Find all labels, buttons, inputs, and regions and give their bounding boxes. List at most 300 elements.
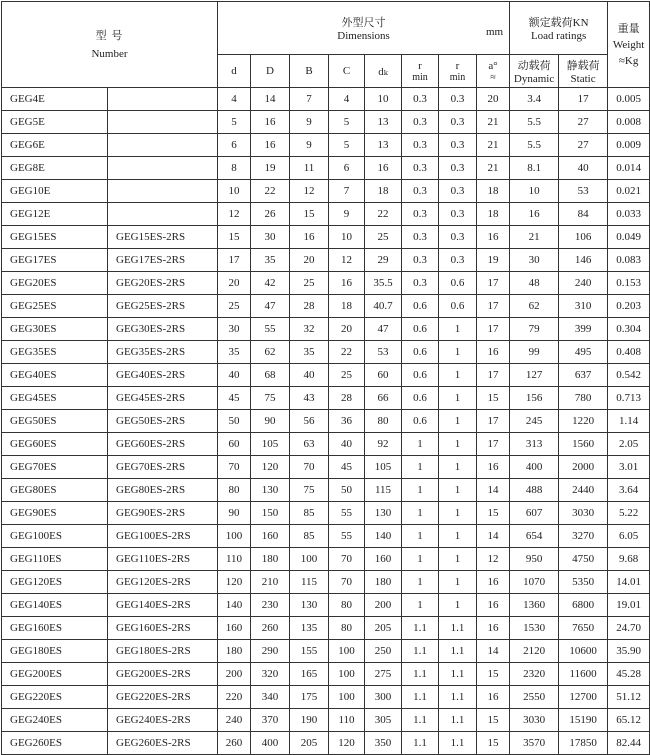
cell-dk: 200 [365, 594, 402, 617]
col-dk: dₖ [365, 55, 402, 88]
cell-dynamic: 3.4 [510, 88, 559, 111]
table-header [2, 2, 650, 88]
cell-number-sealed: GEG110ES-2RS [108, 548, 218, 571]
cell-r1: 0.6 [402, 295, 439, 318]
cell-dk: 25 [365, 226, 402, 249]
cell-static: 240 [559, 272, 608, 295]
col-static [559, 55, 608, 88]
cell-a: 15 [477, 709, 510, 732]
cell-r1: 0.6 [402, 364, 439, 387]
cell-C: 12 [329, 249, 365, 272]
cell-weight: 82.44 [608, 732, 650, 755]
cell-D: 62 [251, 341, 290, 364]
cell-static: 84 [559, 203, 608, 226]
cell-C: 100 [329, 686, 365, 709]
cell-dynamic: 1070 [510, 571, 559, 594]
cell-B: 9 [290, 111, 329, 134]
cell-B: 28 [290, 295, 329, 318]
cell-d: 90 [218, 502, 251, 525]
cell-D: 290 [251, 640, 290, 663]
cell-number-open: GEG50ES [2, 410, 108, 433]
cell-dk: 66 [365, 387, 402, 410]
cell-B: 25 [290, 272, 329, 295]
cell-B: 130 [290, 594, 329, 617]
cell-dk: 300 [365, 686, 402, 709]
cell-number-sealed: GEG15ES-2RS [108, 226, 218, 249]
cell-dk: 22 [365, 203, 402, 226]
cell-weight: 1.14 [608, 410, 650, 433]
cell-number-sealed: GEG40ES-2RS [108, 364, 218, 387]
header-number-cn: 型 号 [95, 29, 124, 42]
cell-weight: 0.304 [608, 318, 650, 341]
cell-B: 15 [290, 203, 329, 226]
cell-number-open: GEG220ES [2, 686, 108, 709]
table-row [2, 571, 650, 594]
table-row [2, 111, 650, 134]
cell-B: 35 [290, 341, 329, 364]
cell-weight: 0.408 [608, 341, 650, 364]
table-row [2, 479, 650, 502]
cell-number-open: GEG200ES [2, 663, 108, 686]
cell-number-sealed [108, 111, 218, 134]
col-static-en: Static [570, 73, 596, 85]
cell-dk: 92 [365, 433, 402, 456]
cell-number-sealed: GEG60ES-2RS [108, 433, 218, 456]
cell-number-open: GEG160ES [2, 617, 108, 640]
cell-r1: 1.1 [402, 709, 439, 732]
cell-weight: 5.22 [608, 502, 650, 525]
cell-number-sealed [108, 157, 218, 180]
cell-D: 14 [251, 88, 290, 111]
col-a-label: a° [488, 59, 498, 72]
cell-d: 100 [218, 525, 251, 548]
cell-weight: 51.12 [608, 686, 650, 709]
cell-d: 70 [218, 456, 251, 479]
cell-weight: 14.01 [608, 571, 650, 594]
cell-weight: 0.713 [608, 387, 650, 410]
cell-number-open: GEG80ES [2, 479, 108, 502]
table-row [2, 502, 650, 525]
header-weight [608, 2, 650, 88]
cell-number-sealed: GEG100ES-2RS [108, 525, 218, 548]
cell-number-sealed: GEG30ES-2RS [108, 318, 218, 341]
cell-B: 63 [290, 433, 329, 456]
cell-d: 220 [218, 686, 251, 709]
col-r2-label: r [455, 59, 460, 72]
cell-dynamic: 127 [510, 364, 559, 387]
cell-D: 47 [251, 295, 290, 318]
cell-B: 16 [290, 226, 329, 249]
cell-r1: 0.6 [402, 387, 439, 410]
cell-B: 40 [290, 364, 329, 387]
cell-B: 70 [290, 456, 329, 479]
cell-r2: 1 [439, 502, 477, 525]
table-row [2, 226, 650, 249]
table-row [2, 663, 650, 686]
cell-C: 80 [329, 594, 365, 617]
cell-B: 75 [290, 479, 329, 502]
cell-d: 17 [218, 249, 251, 272]
cell-dk: 160 [365, 548, 402, 571]
cell-a: 16 [477, 341, 510, 364]
cell-number-sealed: GEG50ES-2RS [108, 410, 218, 433]
header-number-en: Number [91, 47, 128, 60]
col-D: D [251, 55, 290, 88]
cell-r1: 1 [402, 594, 439, 617]
table-row [2, 433, 650, 456]
cell-number-open: GEG240ES [2, 709, 108, 732]
col-a-sub: ≈ [490, 71, 496, 83]
cell-static: 1220 [559, 410, 608, 433]
table-row [2, 88, 650, 111]
cell-static: 17850 [559, 732, 608, 755]
cell-r2: 0.6 [439, 295, 477, 318]
cell-a: 16 [477, 571, 510, 594]
cell-a: 18 [477, 203, 510, 226]
cell-a: 15 [477, 732, 510, 755]
header-rated-en: Load ratings [530, 30, 587, 42]
cell-d: 4 [218, 88, 251, 111]
cell-a: 20 [477, 88, 510, 111]
cell-r1: 1.1 [402, 686, 439, 709]
cell-static: 53 [559, 180, 608, 203]
table-row [2, 341, 650, 364]
cell-r1: 0.6 [402, 341, 439, 364]
cell-number-sealed: GEG260ES-2RS [108, 732, 218, 755]
cell-a: 16 [477, 594, 510, 617]
cell-D: 180 [251, 548, 290, 571]
cell-C: 80 [329, 617, 365, 640]
cell-number-open: GEG120ES [2, 571, 108, 594]
cell-dk: 13 [365, 134, 402, 157]
cell-a: 14 [477, 479, 510, 502]
cell-number-sealed: GEG140ES-2RS [108, 594, 218, 617]
cell-dk: 47 [365, 318, 402, 341]
cell-a: 17 [477, 318, 510, 341]
cell-dk: 60 [365, 364, 402, 387]
cell-d: 8 [218, 157, 251, 180]
cell-B: 135 [290, 617, 329, 640]
cell-dynamic: 1530 [510, 617, 559, 640]
cell-r1: 0.3 [402, 157, 439, 180]
cell-dynamic: 16 [510, 203, 559, 226]
cell-dynamic: 21 [510, 226, 559, 249]
cell-dk: 180 [365, 571, 402, 594]
col-r1-sub: min [412, 71, 428, 83]
cell-number-open: GEG45ES [2, 387, 108, 410]
cell-r1: 1 [402, 502, 439, 525]
header-weight-cn: 重量 [617, 22, 640, 35]
cell-C: 100 [329, 640, 365, 663]
cell-number-sealed: GEG35ES-2RS [108, 341, 218, 364]
cell-number-open: GEG4E [2, 88, 108, 111]
header-dim-en: Dimensions [337, 30, 390, 42]
cell-B: 20 [290, 249, 329, 272]
cell-r1: 1.1 [402, 640, 439, 663]
cell-static: 15190 [559, 709, 608, 732]
cell-weight: 2.05 [608, 433, 650, 456]
cell-D: 16 [251, 134, 290, 157]
cell-r2: 1.1 [439, 640, 477, 663]
cell-r2: 0.3 [439, 111, 477, 134]
cell-number-sealed [108, 180, 218, 203]
cell-B: 205 [290, 732, 329, 755]
cell-number-sealed: GEG180ES-2RS [108, 640, 218, 663]
cell-weight: 45.28 [608, 663, 650, 686]
cell-weight: 0.153 [608, 272, 650, 295]
cell-a: 19 [477, 249, 510, 272]
cell-dk: 35.5 [365, 272, 402, 295]
cell-dynamic: 2550 [510, 686, 559, 709]
cell-static: 2000 [559, 456, 608, 479]
cell-a: 17 [477, 364, 510, 387]
cell-B: 165 [290, 663, 329, 686]
cell-d: 5 [218, 111, 251, 134]
cell-r2: 1.1 [439, 617, 477, 640]
cell-dynamic: 1360 [510, 594, 559, 617]
cell-number-sealed: GEG120ES-2RS [108, 571, 218, 594]
cell-weight: 0.049 [608, 226, 650, 249]
header-weight-en: Weight [612, 38, 645, 51]
cell-D: 35 [251, 249, 290, 272]
header-dim-cn: 外型尺寸 [341, 17, 386, 29]
cell-B: 11 [290, 157, 329, 180]
cell-weight: 3.64 [608, 479, 650, 502]
table-row [2, 272, 650, 295]
cell-dk: 29 [365, 249, 402, 272]
table-row [2, 617, 650, 640]
cell-dynamic: 3570 [510, 732, 559, 755]
cell-D: 150 [251, 502, 290, 525]
cell-a: 16 [477, 226, 510, 249]
cell-d: 60 [218, 433, 251, 456]
cell-B: 32 [290, 318, 329, 341]
cell-r1: 0.3 [402, 180, 439, 203]
cell-dynamic: 313 [510, 433, 559, 456]
cell-r1: 0.3 [402, 226, 439, 249]
cell-C: 55 [329, 525, 365, 548]
cell-r2: 1.1 [439, 663, 477, 686]
cell-C: 16 [329, 272, 365, 295]
cell-dk: 40.7 [365, 295, 402, 318]
cell-r1: 0.3 [402, 111, 439, 134]
col-dynamic [510, 55, 559, 88]
cell-static: 780 [559, 387, 608, 410]
cell-r1: 1 [402, 433, 439, 456]
cell-d: 20 [218, 272, 251, 295]
table-row [2, 548, 650, 571]
cell-dynamic: 99 [510, 341, 559, 364]
cell-C: 110 [329, 709, 365, 732]
cell-r2: 1 [439, 525, 477, 548]
cell-dynamic: 5.5 [510, 111, 559, 134]
cell-dk: 305 [365, 709, 402, 732]
cell-dk: 350 [365, 732, 402, 755]
table-row [2, 686, 650, 709]
cell-D: 42 [251, 272, 290, 295]
cell-number-sealed: GEG20ES-2RS [108, 272, 218, 295]
cell-r1: 1.1 [402, 663, 439, 686]
cell-d: 40 [218, 364, 251, 387]
cell-r2: 0.3 [439, 134, 477, 157]
col-dynamic-en: Dynamic [513, 73, 555, 85]
cell-static: 12700 [559, 686, 608, 709]
cell-D: 68 [251, 364, 290, 387]
cell-C: 45 [329, 456, 365, 479]
cell-a: 21 [477, 134, 510, 157]
cell-static: 27 [559, 134, 608, 157]
cell-C: 120 [329, 732, 365, 755]
cell-C: 10 [329, 226, 365, 249]
cell-a: 15 [477, 387, 510, 410]
cell-r1: 1 [402, 548, 439, 571]
cell-D: 260 [251, 617, 290, 640]
cell-dk: 115 [365, 479, 402, 502]
table-row [2, 640, 650, 663]
cell-a: 14 [477, 640, 510, 663]
cell-r2: 0.6 [439, 272, 477, 295]
cell-number-sealed: GEG25ES-2RS [108, 295, 218, 318]
cell-dynamic: 10 [510, 180, 559, 203]
cell-r2: 1 [439, 341, 477, 364]
cell-r1: 0.3 [402, 272, 439, 295]
cell-static: 5350 [559, 571, 608, 594]
cell-B: 56 [290, 410, 329, 433]
spec-table [1, 1, 650, 755]
cell-a: 17 [477, 295, 510, 318]
col-r1 [402, 55, 439, 88]
cell-number-sealed: GEG240ES-2RS [108, 709, 218, 732]
cell-d: 180 [218, 640, 251, 663]
cell-dk: 53 [365, 341, 402, 364]
cell-number-open: GEG30ES [2, 318, 108, 341]
cell-dk: 205 [365, 617, 402, 640]
cell-d: 120 [218, 571, 251, 594]
cell-r2: 1.1 [439, 686, 477, 709]
cell-dk: 16 [365, 157, 402, 180]
cell-number-open: GEG17ES [2, 249, 108, 272]
cell-static: 6800 [559, 594, 608, 617]
cell-B: 12 [290, 180, 329, 203]
cell-number-sealed [108, 88, 218, 111]
cell-static: 146 [559, 249, 608, 272]
cell-static: 3270 [559, 525, 608, 548]
cell-dk: 130 [365, 502, 402, 525]
cell-number-open: GEG6E [2, 134, 108, 157]
cell-r2: 1 [439, 594, 477, 617]
cell-r2: 1 [439, 571, 477, 594]
cell-number-open: GEG90ES [2, 502, 108, 525]
cell-D: 400 [251, 732, 290, 755]
col-r2-sub: min [449, 71, 466, 83]
cell-static: 310 [559, 295, 608, 318]
cell-weight: 0.203 [608, 295, 650, 318]
cell-C: 5 [329, 134, 365, 157]
cell-a: 16 [477, 617, 510, 640]
cell-d: 15 [218, 226, 251, 249]
cell-r2: 1 [439, 387, 477, 410]
col-a [477, 55, 510, 88]
cell-d: 110 [218, 548, 251, 571]
cell-C: 7 [329, 180, 365, 203]
cell-r1: 0.6 [402, 410, 439, 433]
cell-a: 17 [477, 433, 510, 456]
cell-d: 10 [218, 180, 251, 203]
cell-a: 12 [477, 548, 510, 571]
cell-dynamic: 400 [510, 456, 559, 479]
table-row [2, 594, 650, 617]
cell-r2: 0.3 [439, 203, 477, 226]
cell-dk: 140 [365, 525, 402, 548]
cell-static: 7650 [559, 617, 608, 640]
cell-dk: 275 [365, 663, 402, 686]
cell-B: 175 [290, 686, 329, 709]
table-row [2, 318, 650, 341]
cell-dk: 10 [365, 88, 402, 111]
cell-r1: 0.3 [402, 88, 439, 111]
header-dimensions [218, 2, 510, 55]
cell-dynamic: 30 [510, 249, 559, 272]
cell-static: 106 [559, 226, 608, 249]
cell-dynamic: 2120 [510, 640, 559, 663]
cell-dk: 18 [365, 180, 402, 203]
col-dynamic-cn: 动载荷 [517, 60, 551, 72]
table-row [2, 387, 650, 410]
cell-B: 43 [290, 387, 329, 410]
cell-D: 160 [251, 525, 290, 548]
cell-number-open: GEG15ES [2, 226, 108, 249]
cell-number-sealed [108, 134, 218, 157]
cell-number-open: GEG140ES [2, 594, 108, 617]
cell-C: 100 [329, 663, 365, 686]
cell-number-sealed: GEG160ES-2RS [108, 617, 218, 640]
header-weight-unit: ≈Kg [618, 54, 639, 67]
cell-r2: 1 [439, 433, 477, 456]
cell-r2: 0.3 [439, 157, 477, 180]
cell-C: 5 [329, 111, 365, 134]
cell-C: 18 [329, 295, 365, 318]
cell-C: 40 [329, 433, 365, 456]
header-number [2, 2, 218, 88]
table-row [2, 364, 650, 387]
cell-d: 50 [218, 410, 251, 433]
cell-dynamic: 654 [510, 525, 559, 548]
col-r2 [439, 55, 477, 88]
cell-dynamic: 5.5 [510, 134, 559, 157]
cell-C: 70 [329, 548, 365, 571]
cell-d: 6 [218, 134, 251, 157]
cell-r1: 1 [402, 456, 439, 479]
cell-number-sealed: GEG200ES-2RS [108, 663, 218, 686]
cell-a: 17 [477, 410, 510, 433]
cell-dynamic: 488 [510, 479, 559, 502]
cell-B: 155 [290, 640, 329, 663]
cell-weight: 0.008 [608, 111, 650, 134]
cell-B: 85 [290, 525, 329, 548]
table-row [2, 732, 650, 755]
cell-r1: 0.3 [402, 134, 439, 157]
cell-static: 17 [559, 88, 608, 111]
table-row [2, 410, 650, 433]
table-row [2, 203, 650, 226]
cell-weight: 0.021 [608, 180, 650, 203]
table-row [2, 456, 650, 479]
cell-r2: 1 [439, 548, 477, 571]
cell-static: 1560 [559, 433, 608, 456]
cell-number-open: GEG70ES [2, 456, 108, 479]
cell-C: 22 [329, 341, 365, 364]
cell-C: 6 [329, 157, 365, 180]
